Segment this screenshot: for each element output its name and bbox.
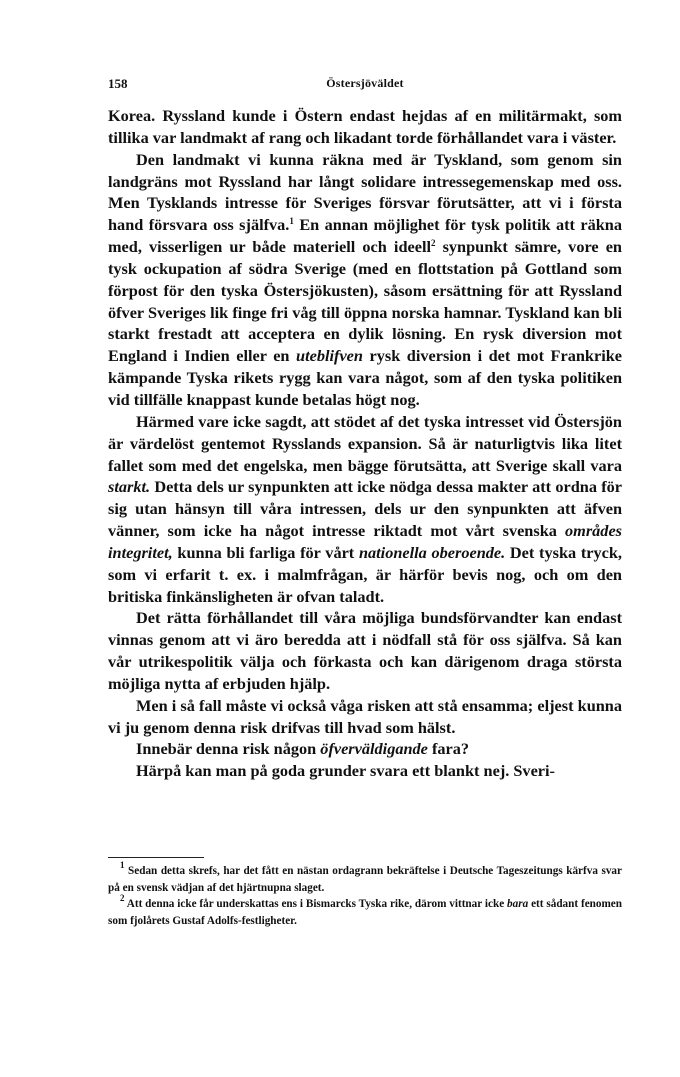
paragraph-text: fara? <box>427 739 470 759</box>
page-number: 158 <box>108 76 128 91</box>
emphasis-text: nationella oberoende. <box>358 542 506 562</box>
running-title: Östersjöväldet <box>326 76 404 90</box>
footnote-ref-1: 1 <box>289 216 294 227</box>
paragraph-7 <box>108 760 622 782</box>
paragraph-text: En annan möjlighet för tysk politik att räkna med, visserligen ur både materiell och ideell <box>108 215 622 257</box>
paragraph-text: Den landmakt vi kunna räkna med är Tyskland, som genom sin landgräns mot Ryssland har långt solidare intressegemenskap med oss. Men Tysklands intresse för Sveriges försvar förutsätter, att vi i första hand försvara oss själfva. <box>108 149 622 235</box>
paragraph-3 <box>108 411 622 608</box>
paragraph-text: rysk diversion i det mot Frankrike kämpande Tyska rikets rygg kan vara något, som af den tyska politiken vid tillfälle knappast kunde betalas högt nog. <box>108 346 622 409</box>
paragraph-text: Men i så fall måste vi också våga risken att stå ensamma; eljest kunna vi ju genom denna risk drifvas till hvad som hälst. <box>108 695 622 737</box>
emphasis-text: uteblifven <box>296 346 363 366</box>
body-text <box>108 105 622 782</box>
footnote-text: ett sådant fenomen som fjolårets Gustaf Adolfs-festligheter. <box>108 898 622 927</box>
paragraph-text: Innebär denna risk någon <box>136 739 321 759</box>
footnote-ref-2: 2 <box>431 238 436 249</box>
paragraph-2 <box>108 149 622 411</box>
paragraph-text: Korea. Ryssland kunde i Östern endast hejdas af en militärmakt, som tillika var landmakt af rang och likadant torde förhållandet vara i väster. <box>108 106 622 147</box>
paragraph-text: synpunkt sämre, vore en tysk ockupation af södra Sverige (med en flottstation på Gottland som förpost för den tyska Östersjökusten), såsom ersättning för att Ryssland öfver Sveriges lik finge fri våg till öppna norska hamnar. Tyskland kan bli starkt frestadt att acceptera en dylik lösning. En rysk diversion mot England i Indien eller en <box>108 237 622 366</box>
paragraph-1 <box>108 105 622 149</box>
footnote-mark-1: 1 <box>120 860 125 870</box>
paragraph-text: Härpå kan man på goda grunder svara ett blankt nej. Sveri- <box>136 761 555 781</box>
paragraph-text: kunna bli farliga för vårt <box>172 542 359 562</box>
footnote-1 <box>108 860 622 896</box>
paragraph-text: Det tyska tryck, som vi erfarit t. ex. i malmfrågan, är härför bevis nog, och om den britiska finkänsligheten är ofvan taladt. <box>108 542 622 606</box>
footnote-divider <box>108 857 204 858</box>
page-header <box>108 76 622 96</box>
footnotes <box>108 860 622 929</box>
paragraph-text: Detta dels ur synpunkten att icke nödga dessa makter att ordna för sig utan hänsyn till våra intressen, dels ur den synpunkten att äfven vänner, som icke ha något intresse riktadt mot vårt svenska <box>108 477 622 541</box>
paragraph-4 <box>108 607 622 694</box>
paragraph-text: Det rätta förhållandet till våra möjliga bundsförvandter kan endast vinnas genom att vi äro beredda att i nödfall stå för oss själfva. Så kan vår utrikespolitik välja och förkasta och kan därigenom draga största möjliga nytta af erbjuden hjälp. <box>108 608 622 693</box>
emphasis-text: områdes integritet, <box>108 521 622 562</box>
footnote-text: Att denna icke får underskattas ens i Bismarcks Tyska rike, därom vittnar icke <box>124 898 508 911</box>
emphasis-text: öfverväldigande <box>320 739 428 759</box>
emphasis-text: bara <box>507 898 529 911</box>
footnote-text: Sedan detta skrefs, har det fått en nästan ordagrann bekräftelse i Deutsche Tageszeitungs kärfva svar på en svensk vädjan af det hjärtnupna slaget. <box>108 865 622 894</box>
emphasis-text: starkt. <box>108 477 151 497</box>
paragraph-6 <box>108 738 622 760</box>
footnote-mark-2: 2 <box>120 893 125 904</box>
paragraph-5 <box>108 695 622 739</box>
paragraph-text: Härmed vare icke sagdt, att stödet af det tyska intresset vid Östersjön är värdelöst gentemot Rysslands expansion. Så är naturligtvis lika litet fallet som med det engelska, men bägge förutsätta, att Sverige skall vara <box>108 411 622 475</box>
footnote-2 <box>108 893 622 929</box>
